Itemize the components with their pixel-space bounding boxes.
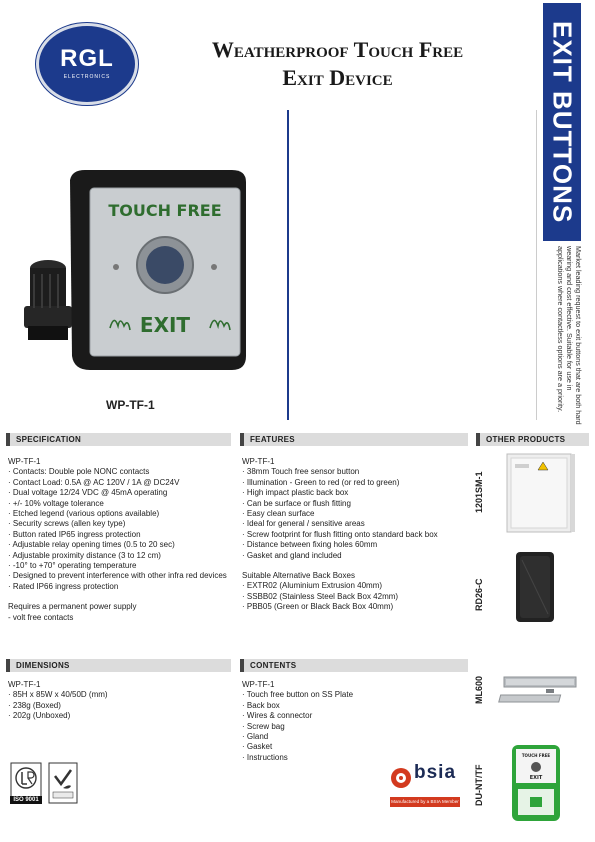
contents-item: · Wires & connector	[242, 711, 313, 721]
contents-item: · Gland	[242, 732, 269, 742]
rgl-logo	[36, 23, 138, 105]
spec-item: · Dual voltage 12/24 VDC @ 45mA operating	[8, 488, 168, 498]
title-line-2: Exit Device	[282, 65, 393, 90]
contents-item: · Back box	[242, 700, 280, 710]
dimensions-header: DIMENSIONS	[6, 659, 231, 672]
alt-backbox-item: · SSBB02 (Stainless Steel Back Box 42mm)	[242, 591, 399, 601]
spec-item: · Security screws (allen key type)	[8, 519, 126, 529]
page-title	[140, 36, 535, 92]
side-banner-label: EXIT BUTTONS	[547, 20, 578, 224]
spec-item: · Adjustable relay opening times (0.5 to 20 sec)	[8, 540, 175, 550]
screw-right	[211, 264, 217, 270]
spec-item: · Etched legend (various options available)	[8, 509, 160, 519]
faceplate-bottom-text: EXIT	[139, 313, 191, 337]
cable-gland-image	[24, 260, 72, 340]
contents-item: · Touch free button on SS Plate	[242, 690, 354, 700]
feature-item: · Gasket and gland included	[242, 550, 342, 560]
spec-item: · +/- 10% voltage tolerance	[8, 498, 104, 508]
du-nt-tf-image	[510, 743, 562, 823]
du-face-top-text: TOUCH FREE	[521, 753, 551, 758]
dimension-item: · 202g (Unboxed)	[8, 711, 71, 721]
other-product-label: ML600	[474, 676, 484, 705]
feature-item: · Illumination - Green to red (or red to green)	[242, 477, 400, 487]
contents-header: CONTENTS	[240, 659, 468, 672]
feature-item: · Screw footprint for flush fitting onto standard back box	[242, 529, 438, 539]
features-model: WP-TF-1	[242, 457, 275, 466]
contents-item: · Gasket	[242, 742, 273, 752]
feature-item: · Easy clean surface	[242, 509, 315, 519]
product-model-caption: WP-TF-1	[106, 398, 155, 412]
ukas-badge-image	[48, 762, 78, 804]
spec-item: · Contact Load: 0.5A @ AC 120V / 1A @ DC24V	[8, 477, 180, 487]
logo-main-text: RGL	[60, 45, 114, 72]
card-reader-image	[510, 550, 560, 625]
sensor-lens	[146, 246, 184, 284]
spec-item: · Contacts: Double pole NONC contacts	[8, 467, 150, 477]
iso-label: ISO 9001	[10, 796, 42, 804]
alt-backbox-title: Suitable Alternative Back Boxes	[242, 571, 355, 581]
contents-item: · Instructions	[242, 752, 288, 762]
other-product-label: RD26-C	[474, 578, 484, 612]
other-product-label: DU-NT/TF	[474, 764, 484, 807]
feature-item: · 38mm Touch free sensor button	[242, 467, 360, 477]
contents-list	[242, 680, 462, 763]
feature-item: · High impact plastic back box	[242, 488, 349, 498]
title-line-1: Weatherproof Touch Free	[211, 37, 464, 62]
product-image	[10, 160, 280, 375]
bsia-banner: Manufactured by a BSIA Member	[390, 797, 460, 807]
maglock-image	[496, 675, 584, 709]
other-products-header: OTHER PRODUCTS	[476, 433, 589, 446]
features-header: FEATURES	[240, 433, 468, 446]
spec-item: · Adjustable proximity distance (3 to 12 cm)	[8, 550, 161, 560]
features-list	[242, 457, 462, 613]
divider-blue	[287, 110, 289, 420]
dimensions-model: WP-TF-1	[8, 680, 41, 689]
feature-item: · Ideal for general / sensitive areas	[242, 519, 365, 529]
spec-item: · Button rated IP65 ingress protection	[8, 529, 141, 539]
dimensions-list	[8, 680, 233, 722]
side-banner-blurb: Market leading request to exit buttons that are both hard wearing and cost effective. Suitable for use in applications where contactless options are a priority.	[556, 246, 583, 425]
spec-item: · -10° to +70° operating temperature	[8, 561, 137, 571]
spec-item: · Rated IP66 ingress protection	[8, 581, 119, 591]
logo-sub-text: ELECTRONICS	[63, 74, 111, 80]
spec-note: - volt free contacts	[8, 612, 74, 622]
spec-note: Requires a permanent power supply	[8, 602, 137, 612]
alt-backbox-item: · EXTR02 (Aluminium Extrusion 40mm)	[242, 581, 383, 591]
faceplate-top-text: TOUCH FREE	[108, 201, 222, 220]
dimension-item: · 85H x 85W x 40/50D (mm)	[8, 690, 108, 700]
alt-backbox-item: · PBB05 (Green or Black Back Box 40mm)	[242, 602, 394, 612]
spec-model: WP-TF-1	[8, 457, 41, 466]
feature-item: · Distance between fixing holes 60mm	[242, 540, 378, 550]
specification-list	[8, 457, 233, 623]
feature-item: · Can be surface or flush fitting	[242, 498, 351, 508]
contents-item: · Screw bag	[242, 721, 285, 731]
du-face-mid-text: EXIT	[529, 775, 543, 781]
screw-left	[113, 264, 119, 270]
dimension-item: · 238g (Boxed)	[8, 700, 61, 710]
bsia-logo-text: bsia	[414, 762, 457, 783]
bsia-mark-icon	[388, 765, 416, 789]
other-product-label: 1201SM-1	[474, 471, 484, 514]
divider-grey	[536, 110, 537, 420]
power-supply-image	[505, 450, 577, 535]
spec-item: · Designed to prevent interference with other infra red devices	[8, 571, 227, 581]
specification-header: SPECIFICATION	[6, 433, 231, 446]
contents-model: WP-TF-1	[242, 680, 275, 689]
